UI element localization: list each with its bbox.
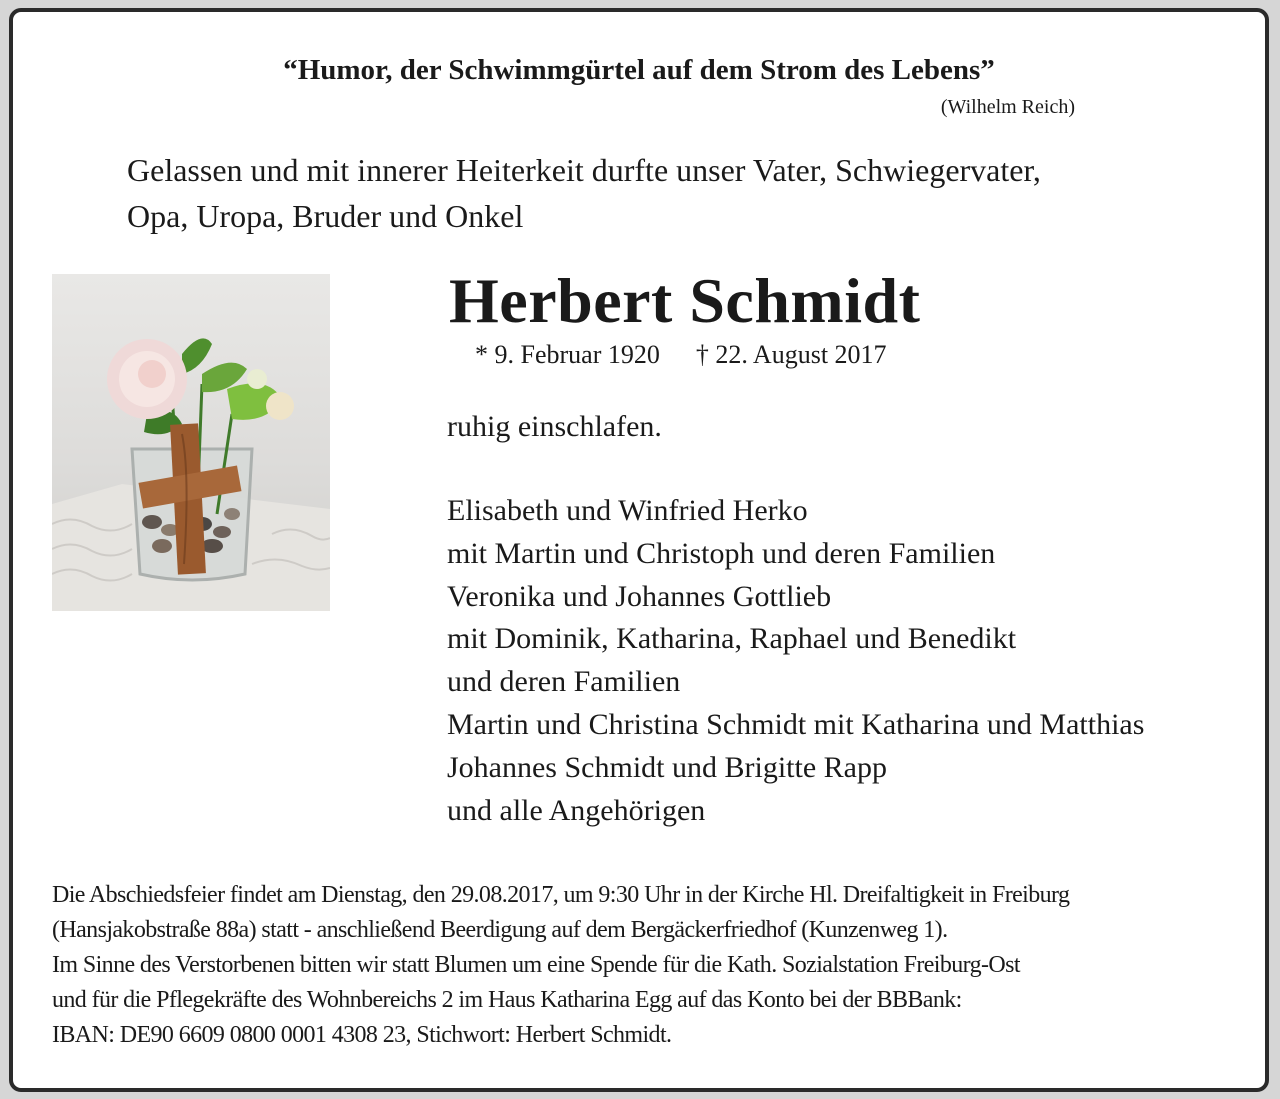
mourner-line: mit Martin und Christoph und deren Familien (447, 536, 996, 570)
epigraph-quote: “Humor, der Schwimmgürtel auf dem Strom des Lebens” (283, 54, 995, 86)
death-date: † 22. August 2017 (695, 340, 887, 369)
mourners-list (447, 490, 1144, 832)
mourner-line: Martin und Christina Schmidt mit Katharina und Matthias (447, 707, 1145, 741)
intro-text (127, 147, 1041, 239)
birth-date: * 9. Februar 1920 (475, 340, 660, 369)
footer-line: Die Abschiedsfeier findet am Dienstag, den 29.08.2017, um 9:30 Uhr in der Kirche Hl. Dreifaltigkeit in Freiburg (52, 882, 1070, 908)
deceased-name: Herbert Schmidt (449, 265, 921, 336)
flower-vase-illustration (52, 274, 330, 611)
intro-line: Gelassen und mit innerer Heiterkeit durfte unser Vater, Schwiegervater, (127, 152, 1041, 188)
mourner-line: Johannes Schmidt und Brigitte Rapp (447, 750, 887, 784)
mourner-line: und alle Angehörigen (447, 793, 706, 827)
quote-author: (Wilhelm Reich) (940, 96, 1075, 118)
footer-line: (Hansjakobstraße 88a) statt - anschließend Beerdigung auf dem Bergäckerfriedhof (Kunzenweg 1). (52, 917, 948, 943)
closing-text: ruhig einschlafen. (447, 410, 662, 443)
mourner-line: Veronika und Johannes Gottlieb (447, 579, 832, 613)
obituary-notice (9, 8, 1269, 1092)
footer-line: IBAN: DE90 6609 0800 0001 4308 23, Stichwort: Herbert Schmidt. (52, 1022, 672, 1048)
footer-line: und für die Pflegekräfte des Wohnbereichs 2 im Haus Katharina Egg auf das Konto bei der BBBank: (52, 987, 962, 1013)
intro-line: Opa, Uropa, Bruder und Onkel (127, 198, 524, 234)
funeral-details (52, 878, 1069, 1053)
life-dates (475, 340, 887, 370)
mourner-line: und deren Familien (447, 665, 681, 699)
mourner-line: mit Dominik, Katharina, Raphael und Benedikt (447, 622, 1017, 656)
memorial-photo (52, 274, 330, 611)
footer-line: Im Sinne des Verstorbenen bitten wir statt Blumen um eine Spende für die Kath. Sozialstation Freiburg-Ost (52, 952, 1020, 978)
mourner-line: Elisabeth und Winfried Herko (447, 494, 808, 527)
